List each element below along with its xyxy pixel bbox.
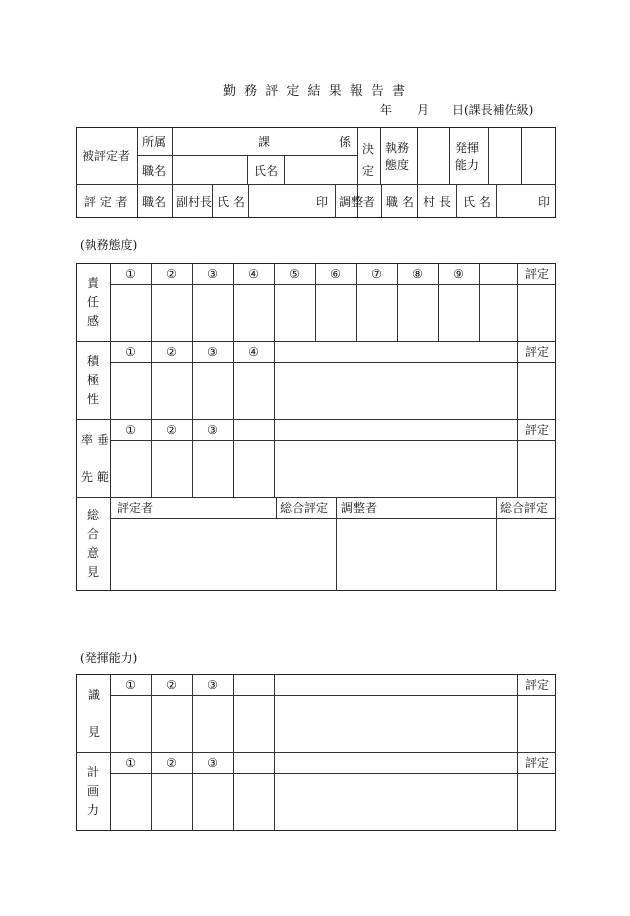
date-month: 月 <box>417 103 430 117</box>
row-divider <box>76 497 556 498</box>
mark-2: ② <box>166 678 177 692</box>
mark-8: ⑧ <box>412 267 423 281</box>
row-label-char: 性 <box>86 391 99 406</box>
mark-2: ② <box>166 423 177 437</box>
hyotei-label: 評定 <box>525 267 550 281</box>
col-line <box>233 674 234 752</box>
section2-label: (発揮能力) <box>80 651 138 665</box>
col-line <box>517 752 518 831</box>
sogo-hyotei-1: 総合評定 <box>280 501 329 515</box>
col-line <box>336 497 337 591</box>
row-label-char: 感 <box>86 313 99 328</box>
sogo-hyotei-2: 総合評定 <box>500 501 549 515</box>
shimei-label: 氏名 <box>254 164 279 178</box>
col-line <box>517 263 518 341</box>
hyotei-label: 評定 <box>525 345 550 359</box>
in1-label: 印 <box>316 195 329 209</box>
row-label <box>84 263 102 341</box>
mark-row-divider <box>110 773 556 774</box>
row-label-char: 極 <box>86 372 99 387</box>
mark-row-divider <box>110 695 556 696</box>
shokumei-label: 職名 <box>142 164 167 178</box>
sogo-label-char: 意 <box>86 546 99 560</box>
mark-row-divider <box>110 362 556 363</box>
mark-9: ⑨ <box>453 267 464 281</box>
row-label-char: 積 <box>86 353 99 368</box>
mark-4: ④ <box>248 345 259 359</box>
hyotei-label: 評定 <box>525 423 550 437</box>
col-line <box>517 341 518 419</box>
col-line <box>517 419 518 497</box>
kettei-label: 決 定 <box>362 142 375 178</box>
col-line <box>233 752 234 831</box>
row-label-char: 計 <box>86 765 99 779</box>
col-line <box>479 263 480 284</box>
mark-1: ① <box>125 756 136 770</box>
label-shikiken-bottom: 見 <box>88 725 101 739</box>
col-line <box>274 752 275 831</box>
row-divider <box>76 752 556 753</box>
col-line <box>274 674 275 752</box>
mark-row-divider <box>110 440 556 441</box>
mark-6: ⑥ <box>330 267 341 281</box>
hyotei-label: 評定 <box>525 756 550 770</box>
label-rissui-bottom: 先 範 <box>81 470 109 484</box>
mark-1: ① <box>125 423 136 437</box>
sogo-label-char: 見 <box>86 565 99 579</box>
shokumei2-label: 職名 <box>142 195 167 209</box>
col-line <box>110 497 111 591</box>
mark-3: ③ <box>207 756 218 770</box>
col-line <box>233 419 234 497</box>
hyotei-label: 評定 <box>525 678 550 692</box>
row-label-char: 任 <box>86 294 99 309</box>
ka-label: 課 <box>258 135 271 149</box>
mark-2: ② <box>166 756 177 770</box>
mark-5: ⑤ <box>289 267 300 281</box>
mark-4: ④ <box>248 267 259 281</box>
mark-7: ⑦ <box>371 267 382 281</box>
row-label <box>84 341 102 419</box>
sogo-label-char: 合 <box>86 527 99 541</box>
hyouteisha-label: 被評定者 <box>82 149 131 163</box>
label-rissui-top: 率 垂 <box>81 433 109 447</box>
row-label <box>84 752 102 831</box>
shokumei3-label: 職 名 <box>386 195 414 209</box>
mark-3: ③ <box>207 423 218 437</box>
shozoku-label: 所属 <box>142 135 167 149</box>
col-line <box>274 419 275 497</box>
row-divider <box>76 419 556 420</box>
mark-3: ③ <box>207 267 218 281</box>
soncho-label: 村 長 <box>423 195 451 209</box>
mark-row-divider <box>110 284 556 285</box>
sogo-choseisha: 調整者 <box>341 501 378 515</box>
fukusoncho-label: 副村長 <box>176 195 213 209</box>
mark-2: ② <box>166 267 177 281</box>
sogo-hyoteisha: 評定者 <box>117 501 154 515</box>
col-line <box>274 341 275 419</box>
row-label-char: 責 <box>86 275 99 290</box>
mark-2: ② <box>166 345 177 359</box>
mark-3: ③ <box>207 678 218 692</box>
mark-1: ① <box>125 345 136 359</box>
row-divider <box>76 341 556 342</box>
page-title: 勤 務 評 定 結 果 報 告 書 <box>222 84 408 99</box>
date-year: 年 <box>380 103 393 117</box>
sogo-divider <box>110 518 556 519</box>
sogo-label-char: 総 <box>86 508 99 522</box>
in2-label: 印 <box>538 195 551 209</box>
hyoteisha-label: 評 定 者 <box>84 195 128 209</box>
sogo-label <box>84 497 102 591</box>
kakari-label: 係 <box>339 135 352 149</box>
row-label-char: 画 <box>86 784 99 798</box>
section1-label: (執務態度) <box>80 238 138 252</box>
row-label-char: 力 <box>86 803 99 817</box>
col-line <box>276 497 277 518</box>
shimei3-label: 氏 名 <box>463 195 491 209</box>
shimei2-label: 氏 名 <box>217 195 245 209</box>
choseisha-label: 調整者 <box>339 195 376 209</box>
col-line <box>517 674 518 752</box>
col-line <box>496 497 497 591</box>
mark-1: ① <box>125 678 136 692</box>
label-shikiken-top: 識 <box>88 688 101 702</box>
shitsumu-label: 執務 態度 <box>385 141 410 172</box>
mark-3: ③ <box>207 345 218 359</box>
hakki-label: 発揮 能力 <box>455 141 480 172</box>
date-day: 日(課長補佐級) <box>452 103 534 117</box>
mark-1: ① <box>125 267 136 281</box>
